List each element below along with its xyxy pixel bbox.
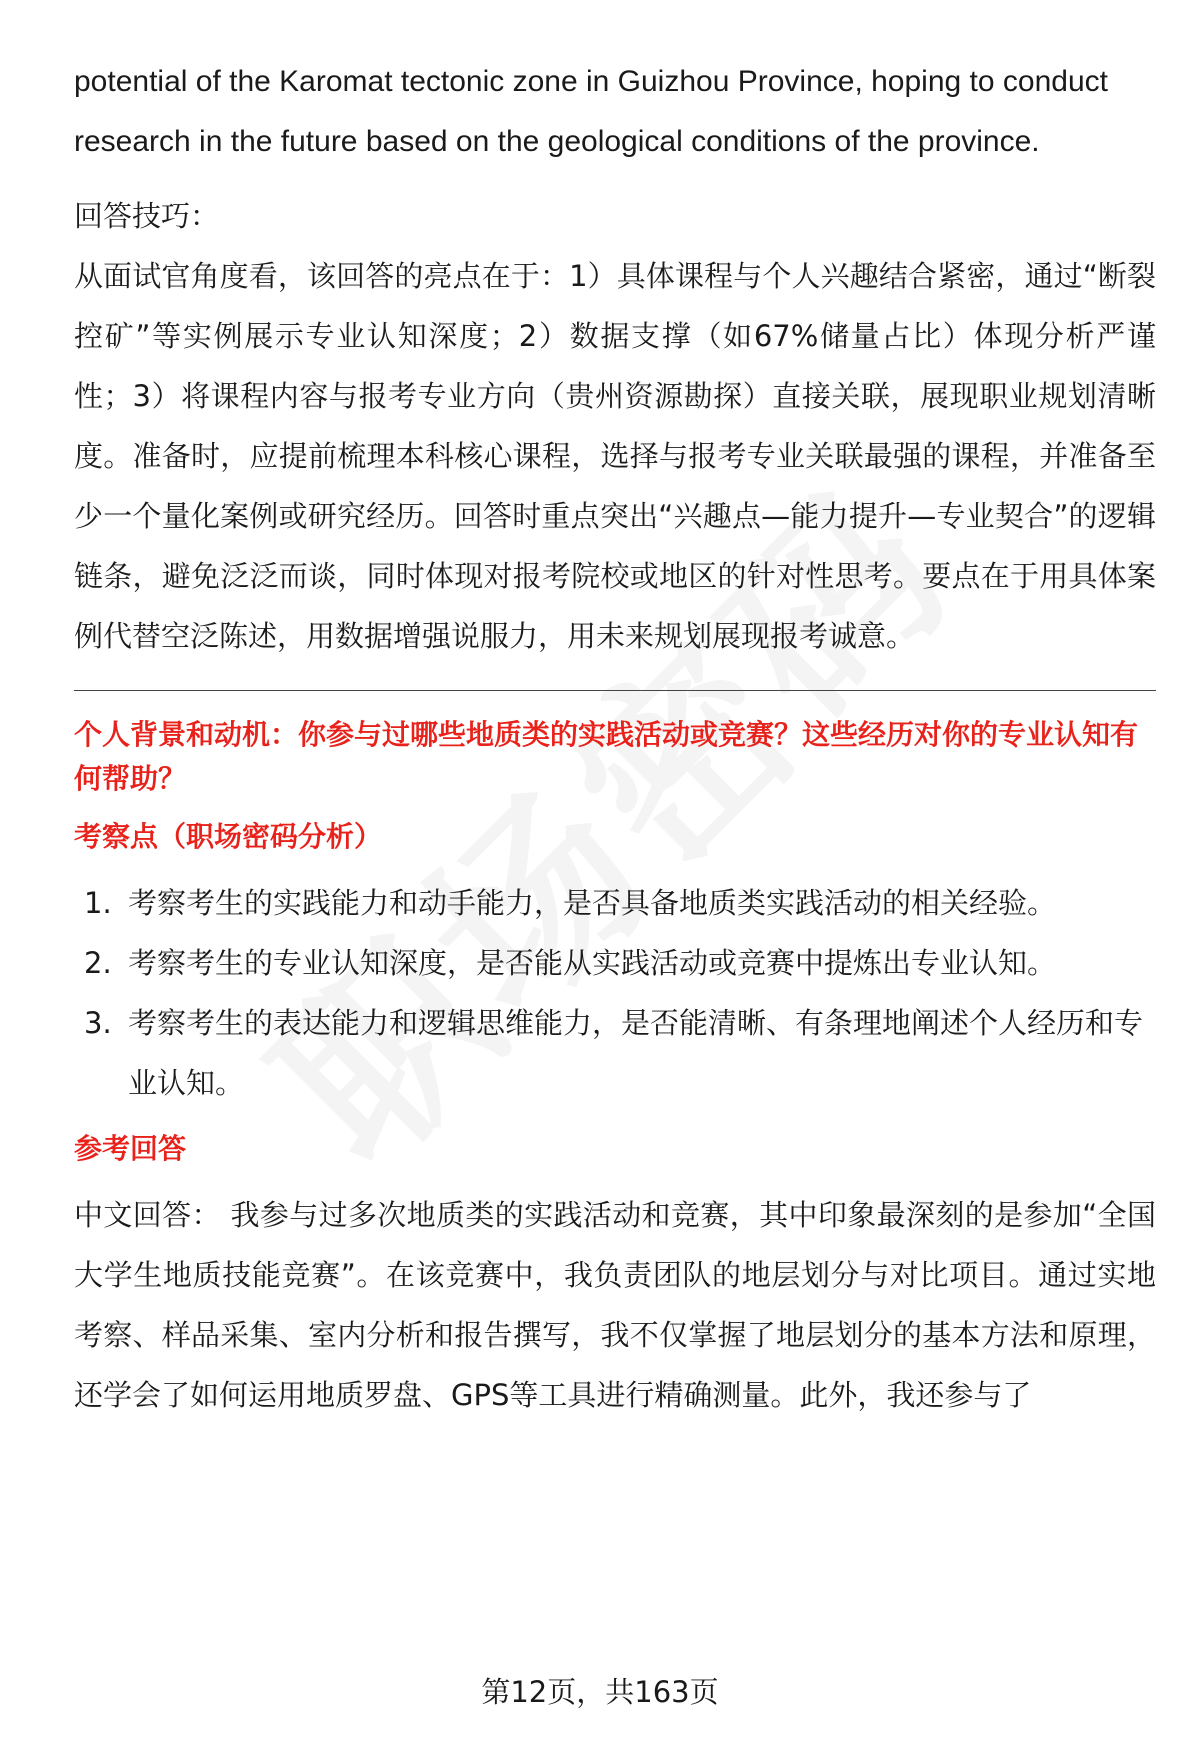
answer-chinese-paragraph: 中文回答： 我参与过多次地质类的实践活动和竞赛，其中印象最深刻的是参加“全国大学生地质技能竞赛”。在该竞赛中，我负责团队的地层划分与对比项目。通过实地考察、样品采集、室内分析和报告撰写，我不仅掌握了地层划分的基本方法和原理，还学会了如何运用地质罗盘、GPS等工具进行精确测量。此外，我还参与了	[74, 1198, 1156, 1412]
tips-body: 从面试官角度看，该回答的亮点在于：1）具体课程与个人兴趣结合紧密，通过“断裂控矿”等实例展示专业认知深度；2）数据支撑（如67%储量占比）体现分析严谨性；3）将课程内容与报考专业方向（贵州资源勘探）直接关联，展现职业规划清晰度。准备时，应提前梳理本科核心课程，选择与报考专业关联最强的课程，并准备至少一个量化案例或研究经历。回答时重点突出“兴趣点—能力提升—专业契合”的逻辑链条，避免泛泛而谈，同时体现对报考院校或地区的针对性思考。要点在于用具体案例代替空泛陈述，用数据增强说服力，用未来规划展现报考诚意。	[74, 259, 1156, 653]
reference-heading: 参考回答	[74, 1132, 187, 1165]
intro-english-paragraph: potential of the Karomat tectonic zone in Guizhou Province, hoping to conduct research in the future based on the geological conditions of the province.	[74, 65, 1108, 158]
document-page	[74, 52, 1156, 1425]
list-number: 2.	[84, 946, 112, 980]
list-text: 考察考生的表达能力和逻辑思维能力，是否能清晰、有条理地阐述个人经历和专业认知。	[128, 1006, 1144, 1100]
assessment-heading: 考察点（职场密码分析）	[74, 820, 383, 853]
question-title: 个人背景和动机：你参与过哪些地质类的实践活动或竞赛？这些经历对你的专业认知有何帮助？	[74, 718, 1139, 795]
list-text: 考察考生的专业认知深度，是否能从实践活动或竞赛中提炼出专业认知。	[128, 946, 1057, 980]
list-number: 3.	[84, 1006, 112, 1040]
list-text: 考察考生的实践能力和动手能力，是否具备地质类实践活动的相关经验。	[128, 886, 1057, 920]
tips-label: 回答技巧：	[74, 199, 220, 233]
page-indicator: 第12页，共163页	[481, 1675, 719, 1709]
section-divider	[74, 690, 1156, 691]
assessment-list	[74, 873, 1156, 1113]
list-number: 1.	[84, 886, 112, 920]
list-item	[74, 993, 1156, 1113]
list-item	[74, 873, 1156, 933]
list-item	[74, 933, 1156, 993]
